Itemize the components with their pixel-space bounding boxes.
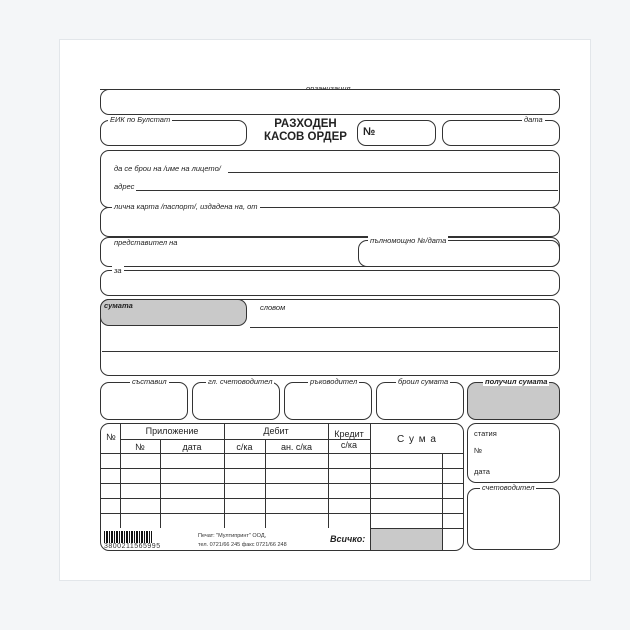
total-label: Всичко: [330, 534, 366, 544]
col-credit-sk-header: с/ка [340, 440, 358, 450]
table-row-line-3 [100, 498, 464, 499]
col-appendix-no-header: № [135, 442, 145, 452]
amount-in-words-label: словом [260, 303, 286, 312]
payee-name-address-box [100, 150, 560, 208]
col-appendix-header: Приложение [145, 426, 199, 436]
printer-phones: тел. 0721/66 245 факс 0721/66 248 [198, 542, 287, 548]
purpose-label: за [114, 266, 122, 275]
address-line[interactable] [136, 190, 558, 191]
amount-sum-label: сумата [104, 301, 133, 310]
col-credit-header: Кредит [334, 429, 364, 439]
power-of-attorney-label: пълномощно №/дата [370, 236, 447, 245]
date-label: дата [524, 115, 543, 124]
barcode-number: 3800211565995 [104, 543, 161, 550]
payee-name-line[interactable] [228, 172, 558, 173]
signature-received-label: получил сумата [485, 377, 548, 386]
amount-words-line-2[interactable] [102, 351, 558, 352]
organization-field[interactable] [100, 89, 560, 115]
address-label: адрес [114, 182, 135, 191]
table-header-bottom-line [100, 453, 464, 454]
col-debit-sk-header: с/ка [236, 442, 253, 452]
col-sep-sum-cents [442, 453, 443, 551]
title-line-1: РАЗХОДЕН [274, 118, 337, 130]
signature-counted-box[interactable] [376, 382, 464, 420]
amount-words-line-1[interactable] [250, 327, 558, 328]
table-row-line-4 [100, 513, 464, 514]
signature-received-box[interactable] [467, 382, 560, 420]
accountant-signature-box[interactable] [467, 488, 560, 550]
payee-name-label: да се брои на /име на лицето/ [114, 164, 221, 173]
article-date-label: дата [474, 467, 490, 476]
table-row-line-2 [100, 483, 464, 484]
barcode [104, 531, 152, 543]
document-title [253, 118, 358, 144]
signature-compiled-box[interactable] [100, 382, 188, 420]
id-card-field[interactable] [100, 207, 560, 237]
col-sep-no [120, 423, 121, 528]
col-appendix-date-header: дата [182, 442, 202, 452]
title-line-2: КАСОВ ОРДЕР [264, 131, 347, 143]
col-sum-header: С у м а [397, 434, 437, 445]
col-debit-ansk-header: ан. с/ка [280, 442, 313, 452]
signature-manager-label: ръководител [310, 377, 358, 386]
cash-order-sheet [60, 40, 590, 580]
number-label: № [363, 126, 376, 138]
col-sep-debit [224, 423, 225, 528]
col-debit-header: Дебит [263, 426, 289, 436]
article-no-label: № [474, 446, 483, 455]
col-sep-appendix [160, 439, 161, 528]
col-no-header: № [106, 432, 116, 442]
signature-counted-label: броил сумата [398, 377, 449, 386]
signature-manager-box[interactable] [284, 382, 372, 420]
eik-label: ЕИК по Булстат [110, 115, 171, 124]
article-label: статия [474, 429, 497, 438]
total-sum-field[interactable] [371, 529, 442, 550]
printer-label: Печат: "Мултипринт" ООД, [198, 533, 267, 539]
signature-compiled-label: съставил [132, 377, 167, 386]
accountant-label: счетоводител [482, 483, 535, 492]
signature-chief-accountant-box[interactable] [192, 382, 280, 420]
signature-chief-accountant-label: гл. счетоводител [208, 377, 273, 386]
purpose-field[interactable] [100, 270, 560, 296]
col-sep-debit-sub [265, 439, 266, 528]
representative-label: представител на [114, 238, 178, 247]
table-row-line-1 [100, 468, 464, 469]
id-card-label: лична карта /паспорт/, издадена на, от [114, 202, 258, 211]
